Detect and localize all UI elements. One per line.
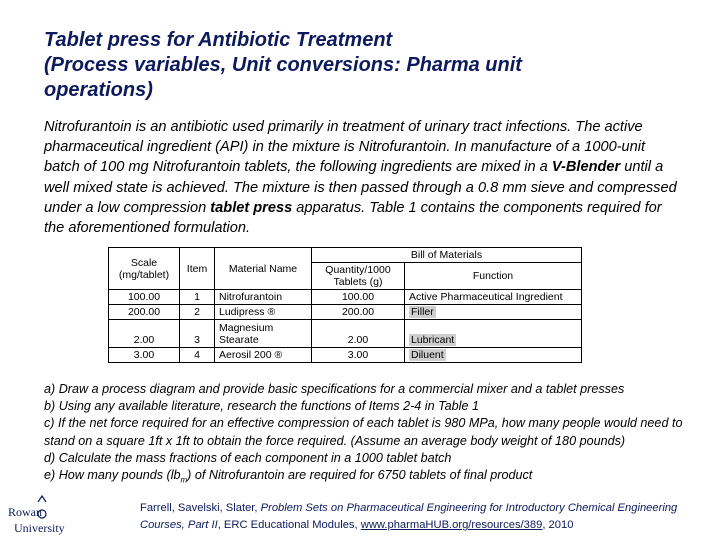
bill-of-materials-table: [108, 247, 582, 363]
cell-quantity: 200.00: [312, 305, 405, 320]
cell-item: 3: [180, 320, 215, 348]
header-material: Material Name: [215, 248, 312, 290]
intro-text-3: apparatus. Table 1 contains the components required for the aforementioned formulation.: [44, 199, 662, 237]
cell-item: 1: [180, 290, 215, 305]
cell-item: 4: [180, 348, 215, 363]
header-scale: Scale (mg/tablet): [109, 248, 180, 290]
cell-material: Aerosil 200 ®: [215, 348, 312, 363]
table-row: [109, 305, 582, 320]
cell-quantity: 3.00: [312, 348, 405, 363]
cell-item: 2: [180, 305, 215, 320]
cell-material: Ludipress ®: [215, 305, 312, 320]
logo-line-1: Rowan: [8, 505, 42, 519]
question-d: d) Calculate the mass fractions of each component in a 1000 tablet batch: [44, 450, 452, 465]
citation: [140, 500, 700, 534]
intro-bold-v-blender: V-Blender: [551, 159, 621, 176]
title-line-2: (Process variables, Unit conversions: Pharma unit: [44, 54, 522, 76]
citation-link[interactable]: www.pharmaHUB.org/resources/389: [360, 519, 543, 531]
citation-publisher: , ERC Educational Modules,: [217, 519, 361, 531]
cell-function: Active Pharmaceutical Ingredient: [405, 290, 582, 305]
question-list: [44, 381, 704, 489]
header-item: Item: [180, 248, 215, 290]
cell-material: Nitrofurantoin: [215, 290, 312, 305]
cell-scale: 3.00: [109, 348, 180, 363]
slide-title: [44, 28, 684, 103]
table-caption: Bill of Materials: [312, 248, 582, 263]
title-line-1: Tablet press for Antibiotic Treatment: [44, 29, 393, 51]
cell-function: [405, 305, 582, 320]
function-lubricant-highlight: Lubricant: [411, 334, 455, 346]
table-row: [109, 320, 582, 348]
citation-authors: Farrell, Savelski, Slater,: [140, 502, 261, 514]
function-diluent-highlight: Diluent: [411, 349, 444, 361]
cell-function: [405, 320, 582, 348]
header-function: Function: [405, 263, 582, 290]
intro-bold-tablet-press: tablet press: [210, 199, 293, 216]
cell-quantity: 2.00: [312, 320, 405, 348]
cell-quantity: 100.00: [312, 290, 405, 305]
title-line-3: operations): [44, 79, 153, 101]
logo-line-2: University: [14, 521, 65, 535]
question-e-pre: e) How many pounds (lb: [44, 468, 181, 483]
question-e: [44, 467, 704, 489]
question-e-post: ) of Nitrofurantoin are required for 6750 tablets of final product: [187, 468, 533, 483]
question-c: c) If the net force required for an effective compression of each tablet is 980 MPa, how many people would need to stand on a square 1ft x 1ft to obtain the force required. (Assume an average body weight of 180 pounds): [44, 416, 683, 448]
cell-scale: 100.00: [109, 290, 180, 305]
cell-scale: 200.00: [109, 305, 180, 320]
question-e-sub: m: [180, 475, 188, 485]
citation-year: , 2010: [542, 519, 574, 531]
intro-text-2: until a well mixed state is achieved. The mixture is then passed through a 0.8 mm sieve and compressed under a low compression: [44, 159, 677, 216]
intro-paragraph: [44, 117, 684, 238]
intro-text-1: Nitrofurantoin is an antibiotic used primarily in treatment of urinary tract infections. The active pharmaceutical ingredient (API) in the mixture is Nitrofurantoin. In manufacture of a 1000-unit batch of 100 mg Nitrofurantoin tablets, the following ingredients are mixed in a: [44, 119, 646, 176]
citation-work: Problem Sets on Pharmaceutical Engineering for Introductory Chemical Engineering Courses, Part II: [140, 502, 678, 531]
function-filler-highlight: Filler: [411, 306, 434, 318]
rowan-logo-graphic: [6, 494, 76, 538]
cell-function: [405, 348, 582, 363]
cell-material: Magnesium Stearate: [215, 320, 312, 348]
header-quantity: Quantity/1000 Tablets (g): [312, 263, 405, 290]
table-row: [109, 348, 582, 363]
question-b: b) Using any available literature, research the functions of Items 2-4 in Table 1: [44, 399, 479, 414]
rowan-university-logo: [6, 494, 76, 538]
cell-scale: 2.00: [109, 320, 180, 348]
question-a: a) Draw a process diagram and provide basic specifications for a commercial mixer and a tablet presses: [44, 382, 625, 396]
table-row: [109, 290, 582, 305]
